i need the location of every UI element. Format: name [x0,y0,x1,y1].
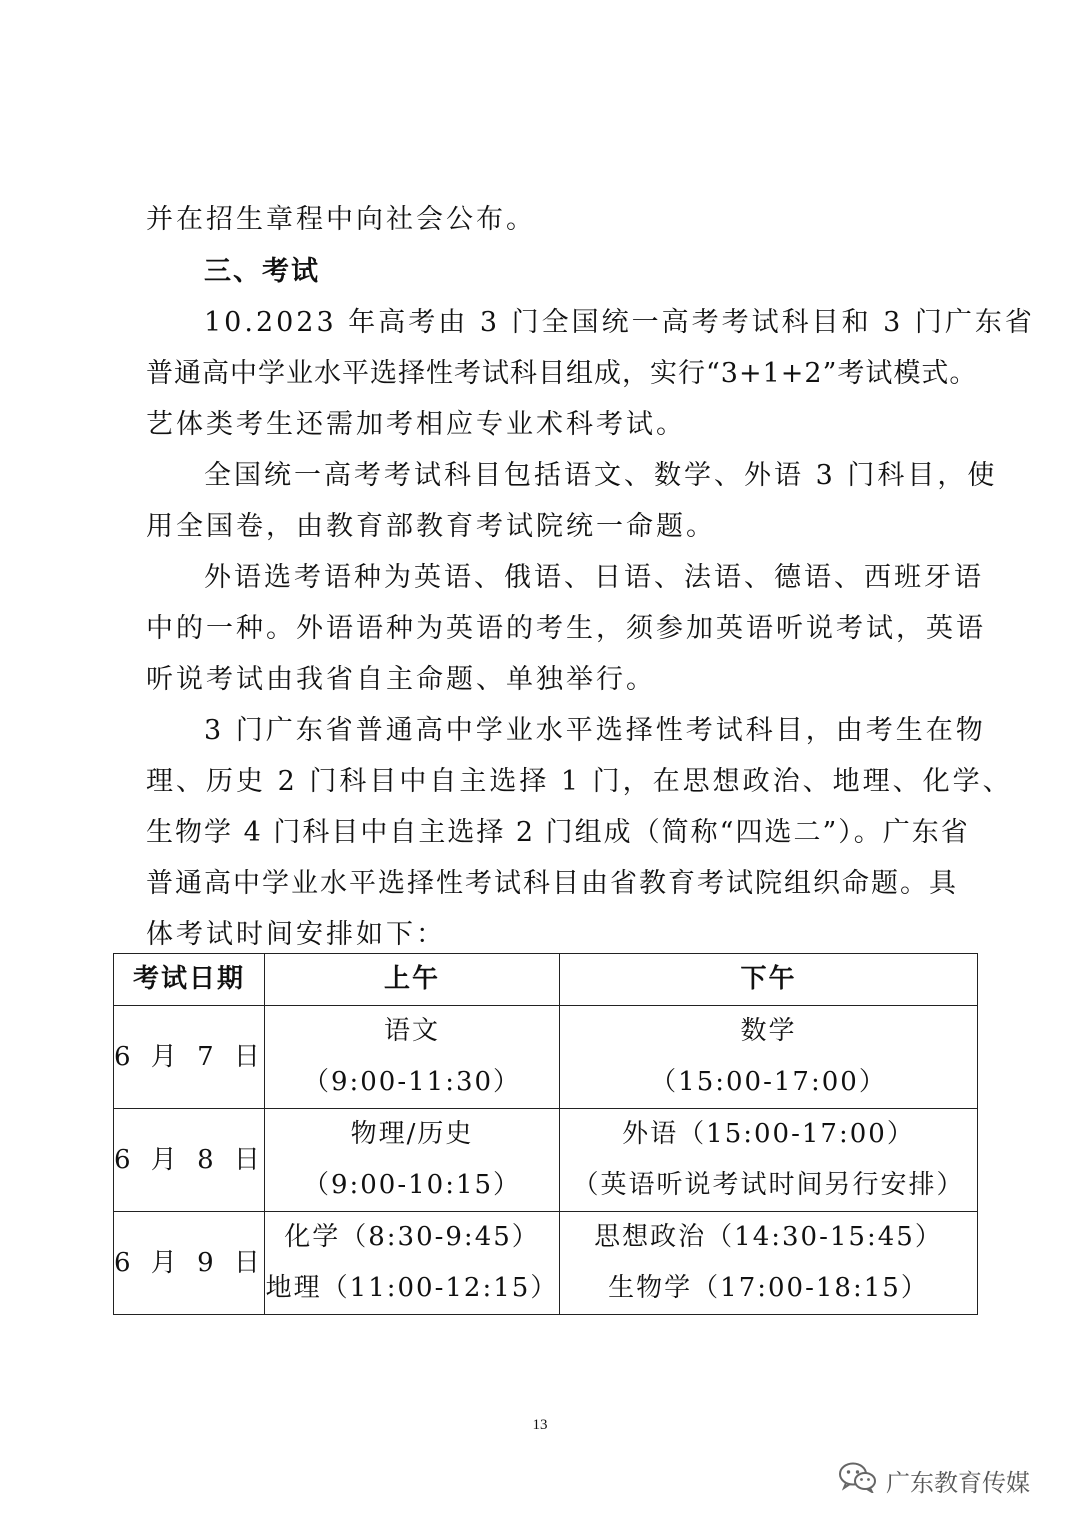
exam-date-cell: 6 月 9 日 [114,1212,265,1315]
table-row [114,1006,978,1109]
morning-subject: 化学（8:30-9:45） [284,1222,540,1252]
paragraph-line: 体考试时间安排如下： [146,919,446,950]
exam-date-cell: 6 月 8 日 [114,1109,265,1212]
table-header-row [114,954,978,1006]
exam-schedule-table [113,953,978,1315]
paragraph-line: 用全国卷，由教育部教育考试院统一命题。 [146,511,716,542]
afternoon-cell [560,1109,978,1212]
paragraph-line: 理、历史 2 门科目中自主选择 1 门，在思想政治、地理、化学、 [146,766,1013,797]
exam-date-cell: 6 月 7 日 [114,1006,265,1109]
paragraph-line: 听说考试由我省自主命题、单独举行。 [146,664,656,695]
paragraph-line: 艺体类考生还需加考相应专业术科考试。 [146,409,686,440]
afternoon-note: （英语听说考试时间另行安排） [572,1170,965,1200]
paragraph-line: 中的一种。外语语种为英语的考生，须参加英语听说考试，英语 [146,613,986,644]
afternoon-subject: 数学 [740,1016,797,1046]
afternoon-subject: 外语（15:00-17:00） [622,1119,915,1149]
header-afternoon: 下午 [560,954,978,1006]
morning-subject: 语文 [383,1016,440,1046]
watermark [838,1462,1030,1498]
table-row [114,1109,978,1212]
morning-subject: 物理/历史 [350,1119,474,1149]
paragraph-line: 外语选考语种为英语、俄语、日语、法语、德语、西班牙语 [204,562,984,593]
afternoon-subject: 生物学（17:00-18:15） [608,1273,929,1303]
morning-cell [265,1212,560,1315]
morning-subject: 地理（11:00-12:15） [265,1273,559,1303]
page-number: 13 [532,1417,548,1433]
paragraph-line: 普通高中学业水平选择性考试科目组成，实行“3+1+2”考试模式。 [146,358,978,389]
afternoon-cell [560,1212,978,1315]
paragraph-line: 3 门广东省普通高中学业水平选择性考试科目，由考生在物 [204,715,986,746]
table-row [114,1212,978,1315]
morning-time: （9:00-10:15） [302,1170,522,1200]
afternoon-time: （15:00-17:00） [650,1067,887,1097]
morning-time: （9:00-11:30） [302,1067,522,1097]
paragraph-line: 生物学 4 门科目中自主选择 2 门组成（简称“四选二”）。广东省 [146,817,970,848]
paragraph-line: 全国统一高考考试科目包括语文、数学、外语 3 门科目，使 [204,460,998,491]
section-heading: 三、考试 [204,256,320,287]
afternoon-subject: 思想政治（14:30-15:45） [594,1222,943,1252]
morning-cell [265,1006,560,1109]
paragraph-line: 10.2023 年高考由 3 门全国统一高考考试科目和 3 门广东省 [204,307,1035,338]
morning-cell [265,1109,560,1212]
wechat-icon [838,1461,886,1499]
header-exam-date: 考试日期 [114,954,265,1006]
paragraph-line: 普通高中学业水平选择性考试科目由省教育考试院组织命题。具 [146,868,958,899]
watermark-text: 广东教育传媒 [886,1468,1030,1497]
body-line: 并在招生章程中向社会公布。 [146,204,536,235]
afternoon-cell [560,1006,978,1109]
header-morning: 上午 [265,954,560,1006]
